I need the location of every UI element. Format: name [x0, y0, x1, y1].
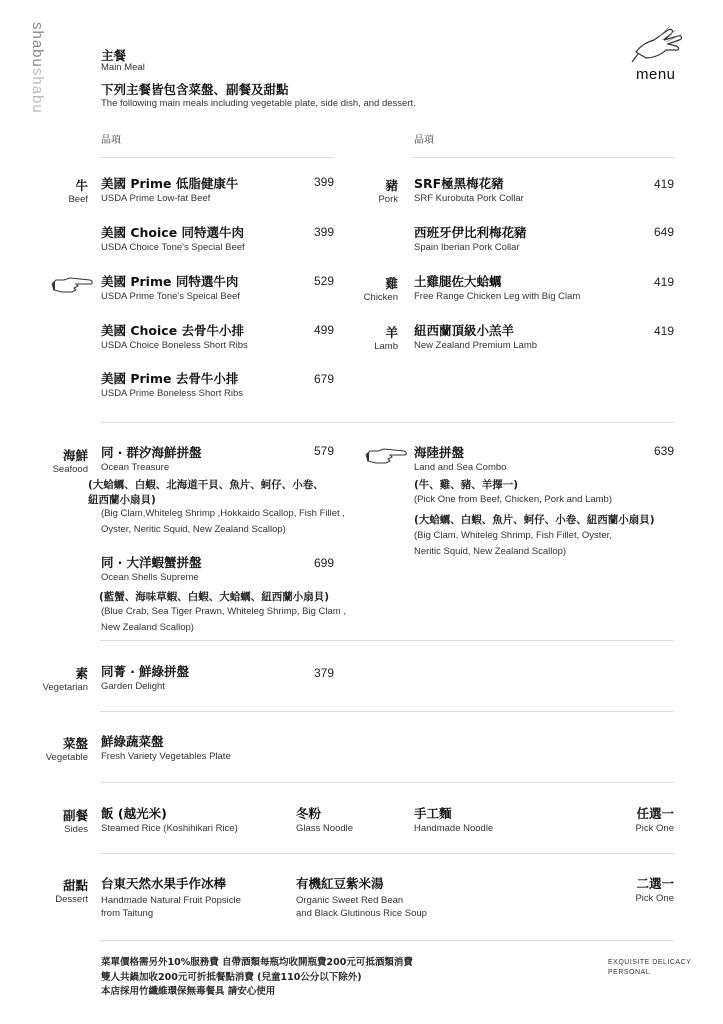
item-en: Steamed Rice (Koshihikari Rice): [101, 822, 238, 834]
category-chicken: [338, 274, 398, 303]
footer-notes: [101, 956, 413, 1000]
item-detail: [88, 477, 324, 507]
item-en: Ocean Shells Supreme: [101, 571, 199, 583]
item-en: USDA Prime Boneless Short Ribs: [101, 387, 244, 399]
menu-item-beef-3: [101, 274, 240, 304]
category-en: Pork: [378, 194, 398, 205]
item-en: USDA Choice Boneless Short Ribs: [101, 339, 248, 351]
item-en: and Black Glutinous Rice Soup: [296, 908, 427, 920]
side-item-2: [296, 806, 353, 836]
divider: [100, 157, 334, 158]
item-detail-en: [414, 528, 612, 559]
menu-item-land-sea: [414, 445, 506, 475]
pointing-hand-icon: [50, 274, 94, 300]
header-subtitle-zh: 下列主餐皆包含菜盤、副餐及甜點: [101, 82, 289, 97]
item-zh: 冬粉: [296, 806, 322, 821]
divider: [100, 640, 674, 641]
choice-en: Pick One: [635, 892, 674, 904]
detail-zh: (大蛤蠣、白蝦、北海道干貝、魚片、蚵仔、小卷、: [88, 479, 324, 491]
category-dessert: [8, 876, 88, 905]
detail-en: (Blue Crab, Sea Tiger Prawn, Whiteleg Shrimp, Big Clam ,: [101, 606, 346, 617]
item-zh: 手工麵: [414, 806, 452, 821]
header-subtitle-en: The following main meals including vegetable plate, side dish, and dessert.: [101, 98, 416, 109]
item-zh: 鮮綠蔬菜盤: [101, 734, 164, 749]
choice-zh: 任選一: [636, 806, 674, 821]
category-zh: 牛: [75, 178, 88, 193]
detail-en: Oyster, Neritic Squid, New Zealand Scallop): [101, 523, 286, 535]
category-lamb: [338, 323, 398, 352]
detail-zh: (大蛤蠣、白蝦、魚片、蚵仔、小卷、紐西蘭小扇貝): [414, 514, 655, 526]
item-price: 649: [654, 225, 675, 239]
item-detail-en: [101, 604, 346, 635]
item-zh: 海陸拼盤: [414, 445, 465, 460]
item-en: USDA Prime Tone's Speical Beef: [101, 290, 240, 302]
category-zh: 副餐: [62, 808, 88, 823]
menu-item-beef-4: [101, 323, 248, 353]
item-price: 419: [654, 324, 675, 338]
menu-item-beef-5: [101, 371, 243, 401]
category-zh: 雞: [385, 276, 398, 291]
menu-item-seafood-1: [101, 445, 202, 475]
dessert-choice: [600, 876, 674, 906]
category-en: Dessert: [55, 894, 88, 905]
item-en: Land and Sea Combo: [414, 461, 507, 473]
divider: [100, 782, 674, 783]
menu-item-lamb: [414, 323, 537, 353]
category-en: Beef: [68, 194, 88, 205]
category-en: Vegetable: [45, 752, 88, 763]
item-en: USDA Prime Low-fat Beef: [101, 192, 211, 204]
detail-en: (Pick One from Beef, Chicken, Pork and Lamb): [414, 494, 612, 505]
category-vegetable: [8, 734, 88, 763]
item-price: 399: [314, 175, 335, 189]
category-en: Vegetarian: [42, 682, 88, 693]
side-item-3: [414, 806, 493, 836]
item-zh: 美國 Prime 去骨牛小排: [101, 371, 239, 386]
item-en: Glass Noodle: [296, 822, 354, 834]
detail-en: Neritic Squid, New Zealand Scallop): [414, 545, 567, 557]
item-price: 529: [314, 274, 335, 288]
menu-item-beef-2: [101, 225, 245, 255]
tagline: [608, 958, 691, 978]
detail-en: New Zealand Scallop): [101, 621, 194, 633]
item-en: Organic Sweet Red Bean: [296, 894, 404, 906]
dessert-item-1: [101, 876, 241, 920]
item-en: Handmade Noodle: [414, 822, 494, 834]
category-en: Seafood: [52, 464, 88, 475]
footer-line: 本店採用竹纖維環保無毒餐具 請安心使用: [101, 986, 276, 998]
item-price: 379: [314, 666, 335, 680]
footer-line: 菜單價格需另外10%服務費 自帶酒類每瓶均收開瓶費200元可抵酒類消費: [101, 957, 413, 968]
category-en: Lamb: [374, 341, 398, 352]
detail-zh: (藍蟹、海味草蝦、白蝦、大蛤蠣、紐西蘭小扇貝): [99, 591, 330, 603]
category-zh: 羊: [385, 325, 398, 340]
divider: [100, 422, 674, 423]
item-price: 399: [314, 225, 335, 239]
detail-en: (Big Clam,Whiteleg Shrimp ,Hokkaido Scallop, Fish Fillet ,: [101, 508, 345, 519]
dessert-item-2: [296, 876, 427, 920]
category-zh: 豬: [385, 178, 398, 193]
detail-en: (Big Clam, Whiteleg Shrimp, Fish Fillet, Oyster,: [414, 530, 612, 541]
category-zh: 甜點: [62, 878, 88, 893]
choice-en: Pick One: [635, 822, 674, 834]
menu-item-vegetarian: [101, 664, 189, 694]
hand-illustration-icon: [628, 22, 688, 66]
item-zh: 飯 (越光米): [101, 806, 167, 821]
header-title-en: Main Meal: [101, 62, 145, 73]
divider: [100, 940, 674, 941]
brand-part1: shabu: [29, 22, 46, 68]
item-zh: 同 ‧ 群汐海鮮拼盤: [101, 445, 202, 460]
category-sides: [8, 806, 88, 835]
item-zh: 美國 Prime 低脂健康牛: [101, 176, 239, 191]
item-zh: 紐西蘭頂級小羔羊: [414, 323, 515, 338]
item-zh: 美國 Choice 去骨牛小排: [101, 323, 245, 338]
detail-zh: (牛、雞、豬、羊擇一): [414, 479, 519, 491]
category-pork: [338, 176, 398, 205]
item-zh: 同菁 ‧ 鮮綠拼盤: [101, 664, 190, 679]
item-en: Free Range Chicken Leg with Big Clam: [414, 290, 581, 302]
col-header-right: 品項: [414, 135, 434, 146]
item-en: SRF Kurobuta Pork Collar: [414, 192, 524, 204]
divider: [100, 711, 674, 712]
menu-item-vegetable: [101, 734, 231, 764]
menu-word: menu: [636, 66, 676, 83]
category-zh: 菜盤: [62, 736, 88, 751]
menu-item-pork-1: [414, 176, 524, 206]
item-en: Handmade Natural Fruit Popsicle: [101, 894, 241, 906]
item-zh: SRF極黑梅花豬: [414, 176, 504, 191]
item-en: USDA Choice Tone's Special Beef: [101, 241, 245, 253]
pointing-hand-icon: [364, 445, 408, 471]
item-zh: 美國 Choice 同特選牛肉: [101, 225, 245, 240]
category-en: Sides: [64, 824, 88, 835]
side-item-1: [101, 806, 238, 836]
menu-item-beef-1: [101, 176, 238, 206]
category-zh: 素: [75, 666, 88, 681]
category-zh: 海鮮: [62, 448, 88, 463]
item-zh: 美國 Prime 同特選牛肉: [101, 274, 239, 289]
choice-zh: 二選一: [636, 876, 674, 891]
brand-logo: [22, 22, 46, 132]
category-beef: [8, 176, 88, 205]
item-detail-en: [101, 506, 345, 537]
menu-item-pork-2: [414, 225, 527, 255]
item-price: 579: [314, 444, 335, 458]
item-en: Ocean Treasure: [101, 461, 170, 473]
item-price: 419: [654, 275, 675, 289]
item-price: 679: [314, 372, 335, 386]
item-zh: 有機紅豆紫米湯: [296, 876, 384, 891]
item-price: 699: [314, 556, 335, 570]
header-title-zh: 主餐: [101, 48, 127, 63]
category-en: Chicken: [363, 292, 398, 303]
tagline-line: PERSONAL: [608, 968, 651, 976]
item-en: Fresh Variety Vegetables Plate: [101, 750, 231, 762]
brand-part2: shabu: [29, 67, 46, 114]
sides-choice: [600, 806, 674, 836]
item-price: 419: [654, 177, 675, 191]
category-seafood: [8, 446, 88, 475]
item-zh: 同 ‧ 大洋蝦蟹拼盤: [101, 555, 202, 570]
item-en: New Zealand Premium Lamb: [414, 339, 538, 351]
detail-zh: 紐西蘭小扇貝): [88, 494, 156, 506]
item-price: 499: [314, 323, 335, 337]
menu-item-chicken: [414, 274, 580, 304]
item-en: Garden Delight: [101, 680, 165, 692]
item-zh: 西班牙伊比利梅花豬: [414, 225, 527, 240]
item-en: from Taitung: [101, 908, 154, 920]
col-header-left: 品項: [101, 135, 121, 146]
item-price: 639: [654, 444, 675, 458]
footer-line: 雙人共鍋加收200元可折抵餐點消費 (兒童110公分以下除外): [101, 971, 362, 983]
item-en: Spain Iberian Pork Collar: [414, 241, 520, 253]
tagline-line: EXQUISITE DELICACY: [608, 959, 692, 966]
category-vegetarian: [8, 664, 88, 693]
divider: [100, 853, 674, 854]
item-zh: 台東天然水果手作冰棒: [101, 876, 227, 891]
divider: [412, 157, 674, 158]
menu-item-seafood-2: [101, 555, 202, 585]
item-zh: 土雞腿佐大蛤蠣: [414, 274, 502, 289]
